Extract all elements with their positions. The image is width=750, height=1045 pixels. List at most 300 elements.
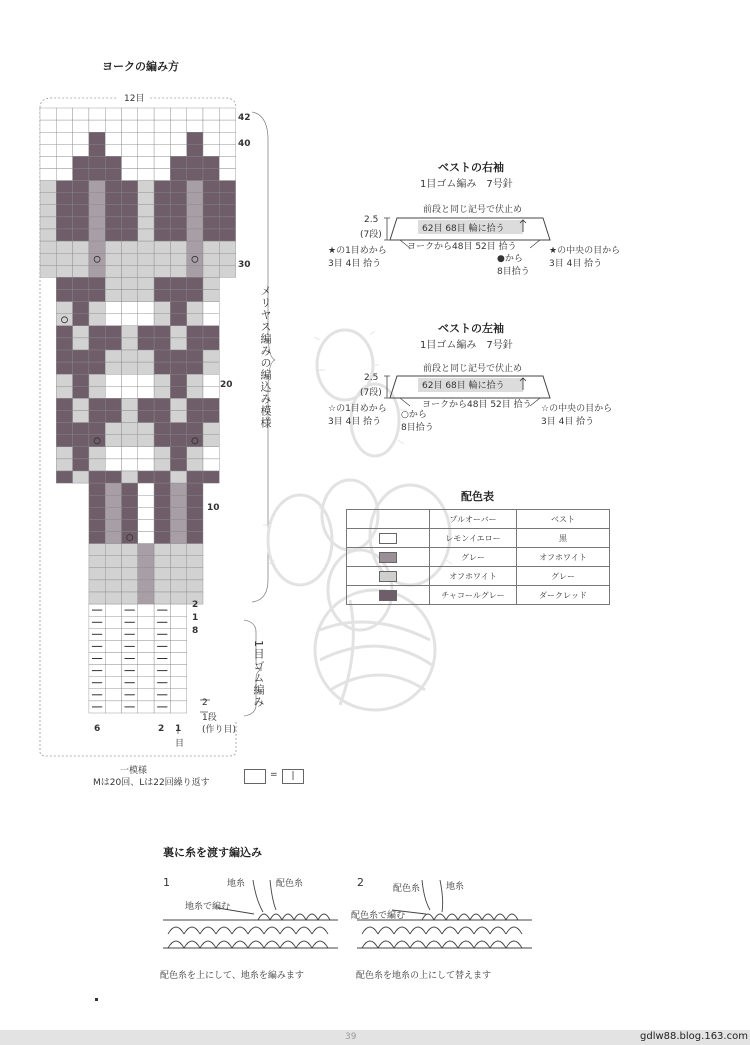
chart-cell xyxy=(56,338,72,350)
chart-cell xyxy=(89,290,105,302)
repeat-label: 一模様 xyxy=(120,766,148,776)
chart-cell xyxy=(138,616,154,628)
chart-cell xyxy=(105,532,121,544)
chart-cell xyxy=(138,229,154,241)
chart-cell xyxy=(138,120,154,132)
step1-caption: 配色糸を上にして、地糸を編みます xyxy=(160,971,304,981)
chart-cell xyxy=(154,435,170,447)
chart-cell xyxy=(203,120,219,132)
chart-cell xyxy=(154,205,170,217)
chart-cell xyxy=(138,495,154,507)
chart-cell xyxy=(219,181,235,193)
color-table-header-pullover: プルオーバー xyxy=(430,510,517,529)
vest-color: 黒 xyxy=(517,529,610,548)
chart-cell xyxy=(56,132,72,144)
right-sleeve-left-pickup-a: ★の1目めから xyxy=(328,246,387,256)
chart-cell xyxy=(187,253,203,265)
chart-cell xyxy=(138,217,154,229)
chart-cell xyxy=(138,193,154,205)
chart-cell xyxy=(170,302,186,314)
chart-cell xyxy=(89,556,105,568)
chart-cell xyxy=(203,350,219,362)
chart-cell xyxy=(105,459,121,471)
right-sleeve-subtitle: 1目ゴム編み 7号針 xyxy=(420,179,513,190)
chart-cell xyxy=(122,544,138,556)
left-sleeve-loop-pickup: 62目 68目 輪に拾う xyxy=(422,381,505,391)
step2-contrast-yarn: 配色糸 xyxy=(393,884,421,894)
chart-cell xyxy=(89,338,105,350)
chart-cell xyxy=(122,277,138,289)
chart-cell xyxy=(105,640,121,652)
chart-cell xyxy=(105,580,121,592)
chart-cell xyxy=(89,544,105,556)
chart-cell xyxy=(122,495,138,507)
chart-cell xyxy=(170,532,186,544)
chart-cell xyxy=(89,156,105,168)
chart-cell xyxy=(73,459,89,471)
chart-cell xyxy=(89,483,105,495)
chart-cell xyxy=(154,169,170,181)
chart-cell xyxy=(170,386,186,398)
chart-cell xyxy=(170,677,186,689)
chart-cell xyxy=(154,507,170,519)
chart-cell xyxy=(122,265,138,277)
chart-cell xyxy=(170,241,186,253)
chart-cell xyxy=(187,338,203,350)
chart-cell xyxy=(56,447,72,459)
chart-cell xyxy=(105,156,121,168)
chart-cell xyxy=(187,181,203,193)
chart-cell xyxy=(122,108,138,120)
row-label-2: 2 xyxy=(192,600,199,610)
pattern-side-label: メリヤス編みの編込み模様 xyxy=(259,285,272,429)
chart-cell xyxy=(170,495,186,507)
chart-cell xyxy=(170,568,186,580)
chart-cell xyxy=(170,665,186,677)
chart-cell xyxy=(105,471,121,483)
chart-cell xyxy=(73,302,89,314)
chart-cell xyxy=(170,181,186,193)
chart-cell xyxy=(40,253,56,265)
chart-cell xyxy=(203,362,219,374)
chart-cell xyxy=(105,350,121,362)
chart-cell xyxy=(89,532,105,544)
chart-cell xyxy=(105,507,121,519)
chart-cell xyxy=(203,217,219,229)
chart-cell xyxy=(219,229,235,241)
right-sleeve-from-yoke: ヨークから48目 52目 拾う xyxy=(407,242,517,252)
chart-cell xyxy=(73,447,89,459)
chart-cell xyxy=(40,181,56,193)
left-sleeve-center-a: ○から xyxy=(401,410,427,420)
chart-cell xyxy=(154,229,170,241)
chart-cell xyxy=(105,253,121,265)
chart-cell xyxy=(105,628,121,640)
chart-cell xyxy=(203,423,219,435)
chart-cell xyxy=(187,265,203,277)
chart-cell xyxy=(170,314,186,326)
chart-cell xyxy=(73,205,89,217)
chart-cell xyxy=(170,411,186,423)
chart-cell xyxy=(89,374,105,386)
chart-cell xyxy=(89,314,105,326)
chart-cell xyxy=(138,556,154,568)
left-sleeve-title: ベストの左袖 xyxy=(438,322,504,335)
chart-cell xyxy=(138,628,154,640)
chart-cell xyxy=(154,217,170,229)
chart-cell xyxy=(73,253,89,265)
chart-cell xyxy=(138,374,154,386)
chart-cell xyxy=(203,156,219,168)
chart-cell xyxy=(170,640,186,652)
chart-cell xyxy=(219,241,235,253)
chart-cell xyxy=(56,265,72,277)
step1-knit-label: 地糸で編む xyxy=(185,902,231,912)
chart-cell xyxy=(56,386,72,398)
chart-cell xyxy=(187,544,203,556)
chart-cell xyxy=(73,326,89,338)
chart-cell xyxy=(138,423,154,435)
chart-cell xyxy=(73,398,89,410)
chart-cell xyxy=(122,193,138,205)
chart-cell xyxy=(187,314,203,326)
chart-cell xyxy=(122,592,138,604)
chart-cell xyxy=(138,314,154,326)
step1-contrast-yarn: 配色糸 xyxy=(276,879,304,889)
chart-cell xyxy=(40,108,56,120)
chart-cell xyxy=(89,132,105,144)
chart-cell xyxy=(203,459,219,471)
chart-cell xyxy=(122,229,138,241)
chart-cell xyxy=(187,277,203,289)
chart-cell xyxy=(203,193,219,205)
vest-color: オフホワイト xyxy=(517,548,610,567)
chart-cell xyxy=(187,495,203,507)
chart-cell xyxy=(170,193,186,205)
chart-cell xyxy=(122,386,138,398)
chart-cell xyxy=(122,532,138,544)
chart-cell xyxy=(203,265,219,277)
chart-cell xyxy=(187,386,203,398)
vest-color: グレー xyxy=(517,567,610,586)
left-sleeve-from-yoke: ヨークから48目 52目 拾う xyxy=(422,400,532,410)
chart-cell xyxy=(170,628,186,640)
chart-cell xyxy=(89,362,105,374)
chart-cell xyxy=(138,604,154,616)
chart-cell xyxy=(170,483,186,495)
chart-cell xyxy=(73,156,89,168)
chart-cell xyxy=(154,532,170,544)
chart-cell xyxy=(154,423,170,435)
chart-cell xyxy=(138,471,154,483)
color-table-header xyxy=(347,510,610,529)
chart-cell xyxy=(89,386,105,398)
chart-cell xyxy=(40,229,56,241)
chart-cell xyxy=(56,411,72,423)
chart-cell xyxy=(56,241,72,253)
chart-cell xyxy=(138,338,154,350)
chart-cell xyxy=(105,374,121,386)
chart-cell xyxy=(40,156,56,168)
chart-cell xyxy=(170,253,186,265)
chart-cell xyxy=(56,217,72,229)
chart-cell xyxy=(187,532,203,544)
chart-cell xyxy=(73,362,89,374)
chart-cell xyxy=(122,338,138,350)
chart-cell xyxy=(40,265,56,277)
chart-cell xyxy=(122,350,138,362)
chart-cell xyxy=(138,241,154,253)
chart-cell xyxy=(154,519,170,531)
chart-cell xyxy=(122,374,138,386)
chart-cell xyxy=(187,302,203,314)
color-table-row xyxy=(347,586,610,605)
chart-cell xyxy=(105,205,121,217)
chart-cell xyxy=(203,386,219,398)
chart-cell xyxy=(187,507,203,519)
chart-cell xyxy=(170,229,186,241)
chart-cell xyxy=(105,386,121,398)
chart-cell xyxy=(203,205,219,217)
repeat-note: Mは20回、Lは22回繰り返す xyxy=(93,778,210,788)
chart-cell xyxy=(203,229,219,241)
chart-cell xyxy=(219,156,235,168)
right-sleeve-rows: (7段) xyxy=(360,230,382,240)
chart-cell xyxy=(138,640,154,652)
chart-cell xyxy=(187,362,203,374)
chart-cell xyxy=(154,483,170,495)
chart-cell xyxy=(154,120,170,132)
chart-cell xyxy=(138,653,154,665)
color-table-header-vest: ベスト xyxy=(517,510,610,529)
chart-cell xyxy=(56,459,72,471)
chart-cell xyxy=(154,592,170,604)
left-sleeve-center-b: 8目拾う xyxy=(401,423,434,433)
chart-cell xyxy=(73,314,89,326)
left-sleeve-left-pickup-b: 3目 4目 拾う xyxy=(328,417,382,427)
chart-cell xyxy=(154,386,170,398)
chart-cell xyxy=(89,277,105,289)
chart-cell xyxy=(219,253,235,265)
chart-cell xyxy=(89,229,105,241)
chart-cell xyxy=(89,411,105,423)
chart-cell xyxy=(138,483,154,495)
chart-cell xyxy=(56,326,72,338)
chart-cell xyxy=(154,253,170,265)
color-table-header-swatch xyxy=(347,510,430,529)
chart-cell xyxy=(138,435,154,447)
chart-cell xyxy=(154,302,170,314)
chart-cell xyxy=(154,568,170,580)
color-swatch xyxy=(379,533,397,544)
chart-cell xyxy=(154,556,170,568)
chart-cell xyxy=(56,144,72,156)
chart-cell xyxy=(170,338,186,350)
chart-cell xyxy=(203,253,219,265)
chart-cell xyxy=(73,241,89,253)
chart-cell xyxy=(73,265,89,277)
color-table-row xyxy=(347,529,610,548)
chart-cell xyxy=(203,326,219,338)
chart-cell xyxy=(170,580,186,592)
chart-cell xyxy=(187,193,203,205)
chart-cell xyxy=(170,362,186,374)
chart-cell xyxy=(170,350,186,362)
right-sleeve-height: 2.5 xyxy=(364,215,379,225)
chart-cell xyxy=(138,519,154,531)
chart-cell xyxy=(154,181,170,193)
cast-on-label: (作り目) xyxy=(202,725,237,735)
chart-cell xyxy=(122,205,138,217)
watermark: gdlw88.blog.163.com xyxy=(640,1031,748,1042)
chart-cell xyxy=(89,120,105,132)
chart-cell xyxy=(73,229,89,241)
chart-cell xyxy=(105,411,121,423)
chart-cell xyxy=(138,326,154,338)
chart-cell xyxy=(105,217,121,229)
chart-cell xyxy=(89,459,105,471)
chart-cell xyxy=(89,144,105,156)
chart-cell xyxy=(154,290,170,302)
bullet-dot xyxy=(95,998,98,1001)
chart-cell xyxy=(138,205,154,217)
chart-cell xyxy=(203,314,219,326)
chart-cell xyxy=(187,108,203,120)
chart-cell xyxy=(138,689,154,701)
chart-cell xyxy=(154,374,170,386)
chart-cell xyxy=(56,253,72,265)
right-sleeve-left-pickup-b: 3目 4目 拾う xyxy=(328,259,382,269)
chart-cell xyxy=(170,604,186,616)
chart-cell xyxy=(122,471,138,483)
chart-cell xyxy=(138,398,154,410)
chart-cell xyxy=(122,302,138,314)
chart-cell xyxy=(170,265,186,277)
chart-cell xyxy=(154,338,170,350)
chart-cell xyxy=(122,519,138,531)
chart-cell xyxy=(170,108,186,120)
chart-cell xyxy=(73,193,89,205)
chart-cell xyxy=(138,507,154,519)
chart-cell xyxy=(73,338,89,350)
chart-cell xyxy=(40,217,56,229)
chart-cell xyxy=(154,362,170,374)
chart-cell xyxy=(73,144,89,156)
chart-cell xyxy=(187,290,203,302)
row-label-8: 8 xyxy=(192,626,199,636)
chart-cell xyxy=(105,689,121,701)
chart-cell xyxy=(154,132,170,144)
chart-cell xyxy=(154,495,170,507)
chart-cell xyxy=(187,205,203,217)
chart-cell xyxy=(203,302,219,314)
chart-cell xyxy=(122,580,138,592)
step2-ground-yarn: 地糸 xyxy=(446,882,465,892)
right-sleeve-bind-off: 前段と同じ記号で伏止め xyxy=(423,205,523,215)
chart-cell xyxy=(89,592,105,604)
chart-cell xyxy=(138,447,154,459)
chart-cell xyxy=(105,701,121,713)
chart-cell xyxy=(56,471,72,483)
chart-cell xyxy=(89,507,105,519)
chart-cell xyxy=(138,568,154,580)
chart-cell xyxy=(138,677,154,689)
chart-cell xyxy=(105,423,121,435)
row-label-10: 10 xyxy=(207,503,220,513)
chart-cell xyxy=(170,459,186,471)
chart-cell xyxy=(170,169,186,181)
chart-cell xyxy=(170,544,186,556)
chart-cell xyxy=(170,217,186,229)
chart-cell xyxy=(187,156,203,168)
chart-cell xyxy=(56,314,72,326)
chart-cell xyxy=(138,265,154,277)
left-sleeve-right-pickup-a: ☆の中央の目から xyxy=(541,404,613,414)
left-sleeve-left-pickup-a: ☆の1目めから xyxy=(328,404,387,414)
chart-cell xyxy=(105,169,121,181)
chart-cell xyxy=(122,132,138,144)
chart-cell xyxy=(170,132,186,144)
chart-cell xyxy=(56,229,72,241)
chart-cell xyxy=(122,253,138,265)
step1-number: 1 xyxy=(163,876,170,889)
right-sleeve-center-b: 8目拾う xyxy=(497,267,530,277)
chart-cell xyxy=(154,314,170,326)
chart-cell xyxy=(187,471,203,483)
chart-cell xyxy=(187,423,203,435)
chart-cell xyxy=(89,423,105,435)
chart-cell xyxy=(105,362,121,374)
chart-cell xyxy=(40,144,56,156)
chart-cell xyxy=(154,326,170,338)
yoke-title: ヨークの編み方 xyxy=(102,60,179,73)
chart-cell xyxy=(187,459,203,471)
chart-cell xyxy=(203,471,219,483)
chart-cell xyxy=(170,120,186,132)
chart-cell xyxy=(203,169,219,181)
bottom-number-2: 2 xyxy=(158,724,165,734)
chart-cell xyxy=(138,144,154,156)
chart-cell xyxy=(170,398,186,410)
chart-cell xyxy=(138,532,154,544)
right-sleeve-right-pickup-b: 3目 4目 拾う xyxy=(549,259,603,269)
chart-cell xyxy=(203,435,219,447)
chart-cell xyxy=(89,580,105,592)
chart-cell xyxy=(89,217,105,229)
chart-cell xyxy=(170,447,186,459)
chart-cell xyxy=(105,338,121,350)
chart-cell xyxy=(40,132,56,144)
chart-cell xyxy=(170,435,186,447)
chart-cell xyxy=(187,580,203,592)
chart-cell xyxy=(56,193,72,205)
yoke-grid xyxy=(40,108,236,713)
chart-cell xyxy=(187,435,203,447)
row-label-42: 42 xyxy=(238,113,251,123)
chart-cell xyxy=(187,169,203,181)
chart-cell xyxy=(154,411,170,423)
chart-cell xyxy=(138,290,154,302)
chart-cell xyxy=(105,326,121,338)
chart-cell xyxy=(154,156,170,168)
chart-cell xyxy=(154,350,170,362)
chart-cell xyxy=(105,277,121,289)
chart-cell xyxy=(170,592,186,604)
chart-cell xyxy=(89,253,105,265)
chart-cell xyxy=(56,205,72,217)
chart-cell xyxy=(203,290,219,302)
chart-cell xyxy=(56,374,72,386)
